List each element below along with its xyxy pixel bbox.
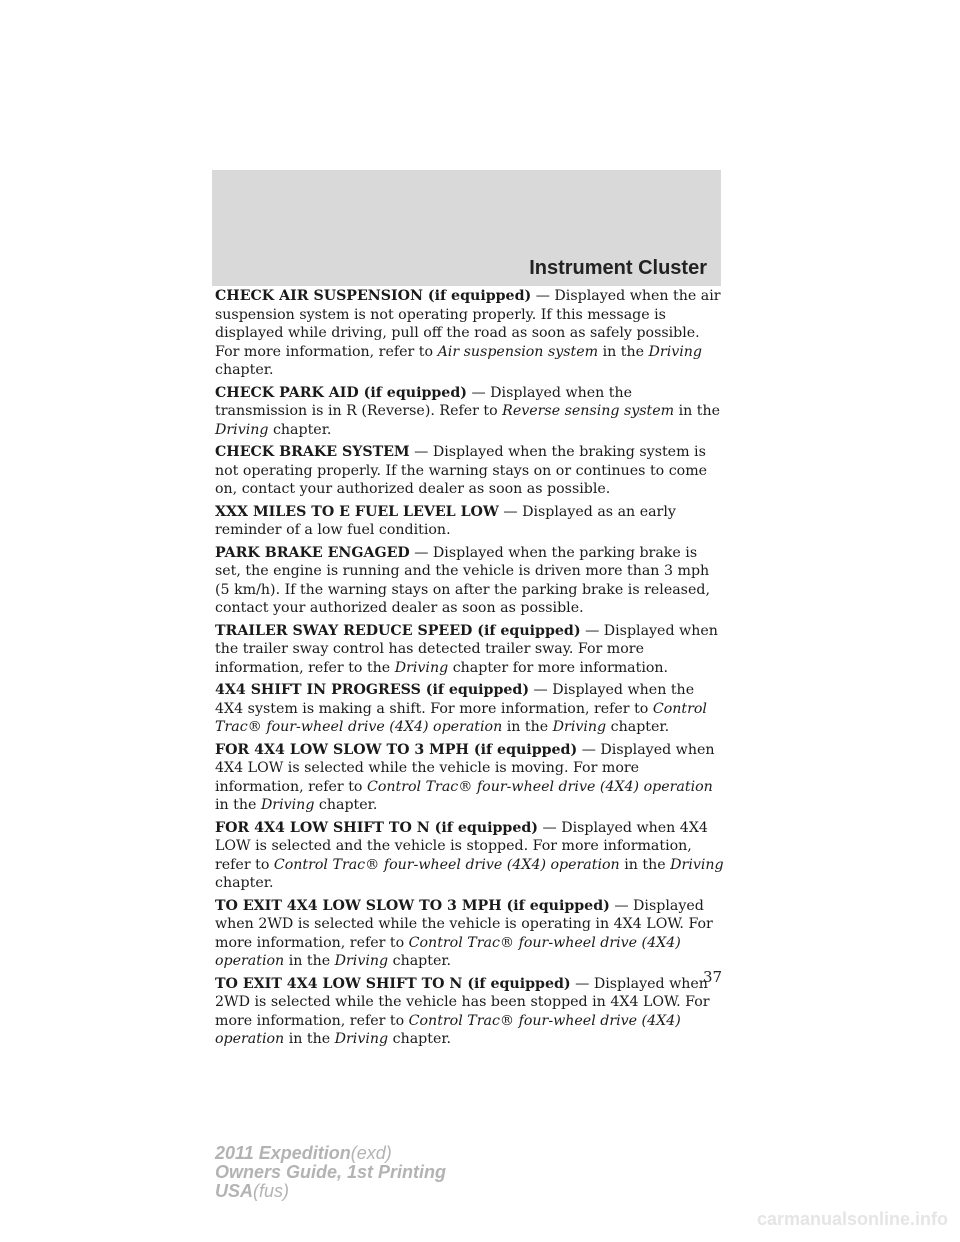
- entry-text: — Displayed when 4X4 LOW is selected and the vehicle is stopped. For more information, refer to: [215, 819, 708, 873]
- entry-exit-4x4-low-slow: [215, 897, 725, 971]
- entry-text: in the: [284, 953, 335, 969]
- entry-text: chapter.: [388, 953, 452, 969]
- entry-term: TO EXIT 4X4 LOW SLOW TO 3 MPH (if equipped): [215, 897, 610, 914]
- footer-market-code: (fus): [253, 1181, 290, 1201]
- chapter-reference: Driving: [260, 797, 315, 813]
- entry-text: — Displayed when 2WD is selected while the vehicle is operating in 4X4 LOW. For more information, refer to: [215, 897, 713, 951]
- section-header-band: [212, 170, 721, 286]
- cross-reference: Control Trac® four-wheel drive (4X4) operation: [215, 934, 681, 969]
- entry-term: XXX MILES TO E FUEL LEVEL LOW: [215, 503, 499, 520]
- chapter-reference: Driving: [394, 659, 449, 676]
- entry-check-park-aid: [215, 384, 725, 440]
- footer-market: USA: [215, 1181, 254, 1201]
- entry-text: in the: [619, 856, 671, 873]
- entry-term: CHECK AIR SUSPENSION (if equipped): [215, 288, 532, 304]
- entry-text: in the: [502, 719, 553, 735]
- entry-term: TO EXIT 4X4 LOW SHIFT TO N (if equipped): [215, 975, 571, 992]
- chapter-reference: Driving: [215, 421, 269, 438]
- entry-text: chapter.: [215, 875, 274, 891]
- cross-reference: Control Trac® four-wheel drive (4X4) operation: [215, 1012, 681, 1047]
- cross-reference: Air suspension system: [437, 343, 599, 360]
- footer-model-code: (exd): [350, 1143, 392, 1163]
- entry-exit-4x4-low-shift-n: [215, 975, 725, 1049]
- chapter-reference: Driving: [334, 1031, 389, 1047]
- entry-trailer-sway: [215, 622, 725, 678]
- entry-text: chapter.: [268, 421, 332, 438]
- entry-text: — Displayed when 2WD is selected while the vehicle has been stopped in 4X4 LOW. For more information, refer to: [215, 975, 710, 1029]
- entry-term: CHECK BRAKE SYSTEM: [215, 444, 410, 460]
- cross-reference: Control Trac® four-wheel drive (4X4) operation: [366, 778, 713, 795]
- entry-4x4-low-shift-n: [215, 819, 725, 893]
- footer-line-1: [215, 1144, 446, 1163]
- page-number: 37: [703, 968, 723, 986]
- entry-term: 4X4 SHIFT IN PROGRESS (if equipped): [215, 682, 530, 698]
- entry-text: in the: [674, 403, 721, 419]
- footer-line-3: [215, 1182, 446, 1201]
- print-footer: [215, 1144, 446, 1201]
- entry-text: in the: [284, 1031, 335, 1047]
- entry-text: chapter.: [215, 362, 274, 378]
- entry-check-air-suspension: [215, 287, 725, 380]
- cross-reference: Control Trac® four-wheel drive (4X4) operation: [215, 700, 707, 735]
- cross-reference: Control Trac® four-wheel drive (4X4) operation: [273, 856, 620, 873]
- entry-park-brake-engaged: [215, 544, 725, 618]
- entry-text: — Displayed when the air suspension system is not operating properly. If this message is displayed while driving, pull off the road as soon as safely possible. For more information, refer to: [215, 288, 721, 360]
- entry-check-brake-system: [215, 443, 725, 499]
- chapter-reference: Driving: [552, 719, 607, 735]
- entry-text: — Displayed when the 4X4 system is making a shift. For more information, refer to: [215, 682, 695, 717]
- cross-reference: Reverse sensing system: [502, 403, 675, 419]
- entry-text: chapter.: [606, 719, 670, 735]
- entry-fuel-level-low: [215, 503, 725, 540]
- entry-text: — Displayed when the transmission is in R (Reverse). Refer to: [215, 384, 633, 419]
- page-body: [215, 287, 725, 1053]
- chapter-reference: Driving: [670, 856, 724, 873]
- entry-4x4-low-slow: [215, 741, 725, 815]
- entry-text: chapter for more information.: [448, 659, 669, 676]
- entry-text: in the: [598, 343, 649, 360]
- entry-text: — Displayed when the braking system is not operating properly. If the warning stays on or continues to come on, contact your authorized dealer as soon as possible.: [215, 444, 708, 497]
- entry-text: — Displayed when the parking brake is set, the engine is running and the vehicle is driven more than 3 mph (5 km/h). If the warning stays on after the parking brake is released, contact your authorized dealer as soon as possible.: [215, 544, 710, 616]
- footer-line-2: Owners Guide, 1st Printing: [215, 1162, 447, 1182]
- entry-term: FOR 4X4 LOW SLOW TO 3 MPH (if equipped): [215, 741, 578, 758]
- entry-text: in the: [215, 797, 261, 813]
- entry-term: CHECK PARK AID (if equipped): [215, 384, 467, 401]
- entry-text: chapter.: [388, 1031, 452, 1047]
- chapter-reference: Driving: [648, 343, 703, 360]
- entry-text: — Displayed as an early reminder of a low fuel condition.: [215, 503, 676, 538]
- chapter-reference: Driving: [334, 953, 389, 969]
- footer-model: 2011 Expedition: [215, 1143, 351, 1163]
- watermark: carmanualsonline.info: [756, 1209, 948, 1229]
- section-title: Instrument Cluster: [529, 257, 707, 279]
- entry-text: — Displayed when the trailer sway control has detected trailer sway. For more information, refer to the: [215, 622, 718, 676]
- entry-term: PARK BRAKE ENGAGED: [215, 544, 410, 561]
- entry-text: — Displayed when 4X4 LOW is selected while the vehicle is moving. For more information, refer to: [215, 741, 715, 795]
- entry-text: chapter.: [314, 797, 378, 813]
- entry-term: TRAILER SWAY REDUCE SPEED (if equipped): [215, 622, 581, 639]
- entry-term: FOR 4X4 LOW SHIFT TO N (if equipped): [215, 819, 538, 836]
- entry-4x4-shift-in-progress: [215, 681, 725, 737]
